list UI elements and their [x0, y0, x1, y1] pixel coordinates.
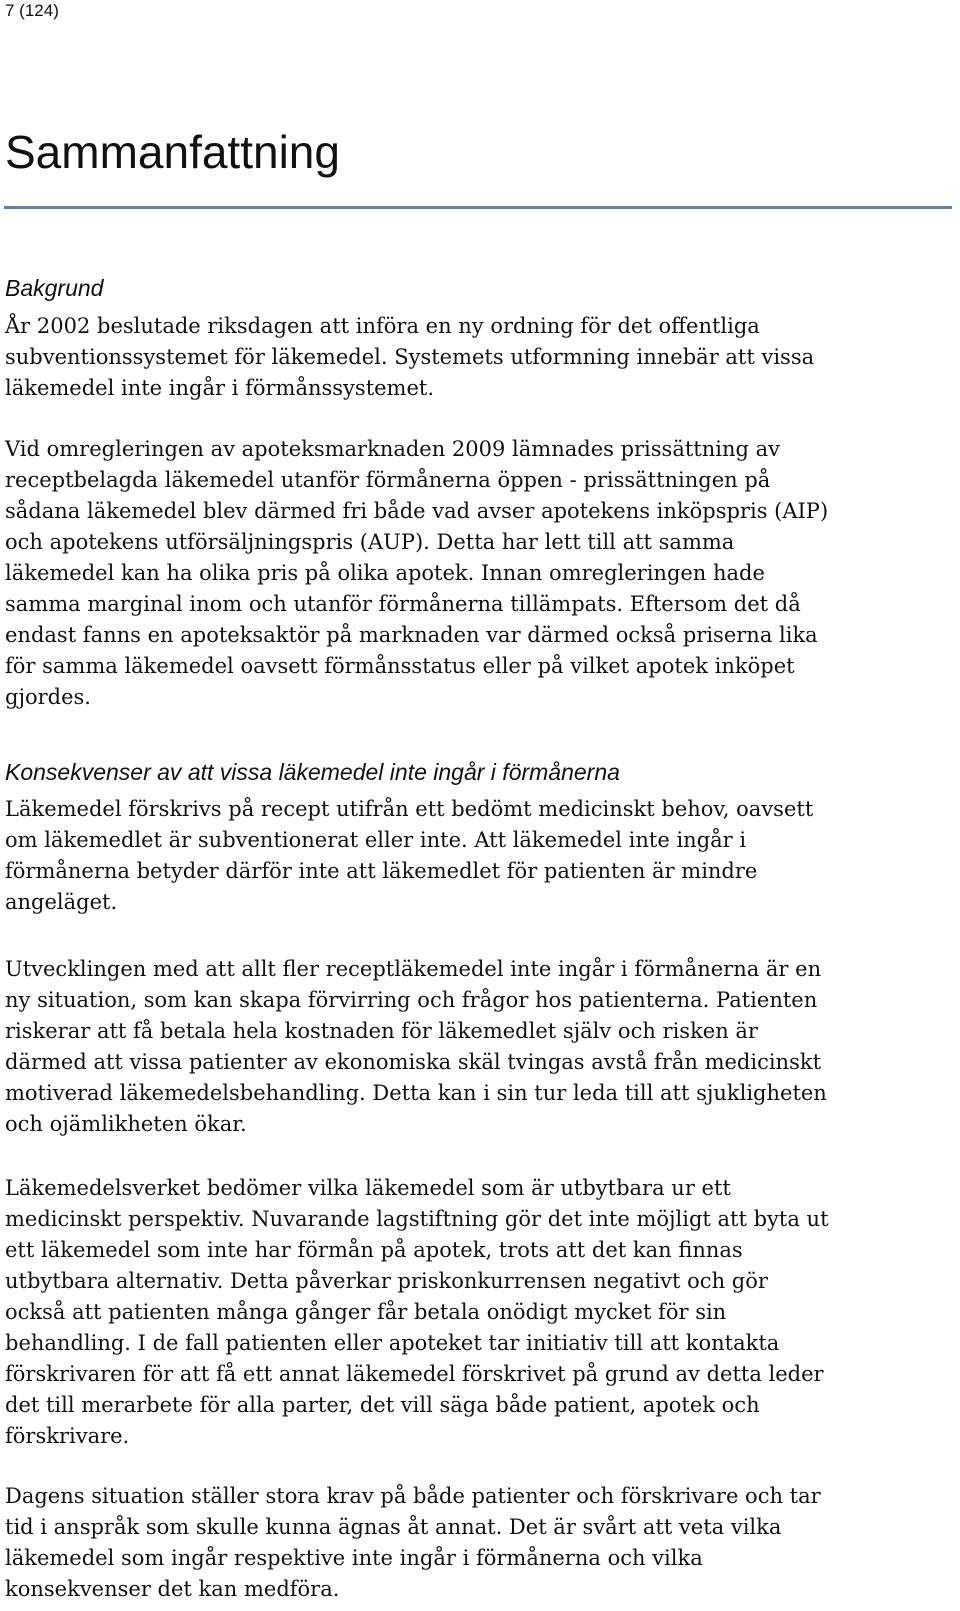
paragraph-line: Vid omregleringen av apoteksmarknaden 2009 lämnades prissättning av — [5, 437, 780, 461]
title-rule — [4, 206, 952, 209]
paragraph-line: Läkemedel förskrivs på recept utifrån ett bedömt medicinskt behov, oavsett — [5, 797, 814, 821]
paragraph-line: förmånerna betyder därför inte att läkemedlet för patienten är mindre — [5, 859, 758, 883]
paragraph-line: ny situation, som kan skapa förvirring och frågor hos patienterna. Patienten — [5, 988, 818, 1012]
paragraph-omregleringen — [5, 434, 955, 713]
section-heading-bakgrund: Bakgrund — [5, 275, 104, 301]
page-number: 7 (124) — [5, 1, 59, 20]
paragraph-line: läkemedel inte ingår i förmånssystemet. — [5, 376, 435, 400]
paragraph-line: subventionssystemet för läkemedel. Systemets utformning innebär att vissa — [5, 345, 815, 369]
paragraph-line: utbytbara alternativ. Detta påverkar priskonkurrensen negativt och gör — [5, 1269, 768, 1293]
paragraph-line: för samma läkemedel oavsett förmånsstatus eller på vilket apotek inköpet — [5, 654, 795, 678]
paragraph-line: ett läkemedel som inte har förmån på apotek, trots att det kan finnas — [5, 1238, 743, 1262]
paragraph-line: och ojämlikheten ökar. — [5, 1112, 247, 1136]
paragraph-line: riskerar att få betala hela kostnaden för läkemedlet själv och risken är — [5, 1019, 758, 1043]
paragraph-line: Dagens situation ställer stora krav på både patienter och förskrivare och tar — [5, 1484, 821, 1508]
paragraph-forskrivs — [5, 794, 955, 918]
paragraph-line: gjordes. — [5, 685, 91, 709]
paragraph-line: förskrivare. — [5, 1424, 130, 1448]
paragraph-line: det till merarbete för alla parter, det vill säga både patient, apotek och — [5, 1393, 760, 1417]
paragraph-line: Läkemedelsverket bedömer vilka läkemedel som är utbytbara ur ett — [5, 1176, 731, 1200]
paragraph-line: Utvecklingen med att allt fler receptläkemedel inte ingår i förmånerna är en — [5, 957, 822, 981]
paragraph-line: förskrivaren för att få ett annat läkemedel förskrivet på grund av detta leder — [5, 1362, 824, 1386]
paragraph-line: konsekvenser det kan medföra. — [5, 1577, 340, 1601]
paragraph-line: receptbelagda läkemedel utanför förmånerna öppen - prissättningen på — [5, 468, 771, 492]
paragraph-line: medicinskt perspektiv. Nuvarande lagstiftning gör det inte möjligt att byta ut — [5, 1207, 829, 1231]
paragraph-utvecklingen — [5, 954, 955, 1140]
paragraph-line: tid i anspråk som skulle kunna ägnas åt annat. Det är svårt att veta vilka — [5, 1515, 782, 1539]
paragraph-line: och apotekens utförsäljningspris (AUP). Detta har lett till att samma — [5, 530, 735, 554]
paragraph-lakemedelsverket — [5, 1173, 955, 1452]
section-heading-konsekvenser: Konsekvenser av att vissa läkemedel inte ingår i förmånerna — [5, 759, 620, 785]
paragraph-line: läkemedel kan ha olika pris på olika apotek. Innan omregleringen hade — [5, 561, 765, 585]
paragraph-dagens-situation — [5, 1481, 955, 1605]
paragraph-line: samma marginal inom och utanför förmånerna tillämpats. Eftersom det då — [5, 592, 801, 616]
paragraph-line: också att patienten många gånger får betala onödigt mycket för sin — [5, 1300, 727, 1324]
paragraph-riksdagen — [5, 311, 955, 404]
paragraph-line: läkemedel som ingår respektive inte ingår i förmånerna och vilka — [5, 1546, 703, 1570]
paragraph-line: om läkemedlet är subventionerat eller inte. Att läkemedel inte ingår i — [5, 828, 747, 852]
page-title: Sammanfattning — [5, 126, 340, 178]
paragraph-line: År 2002 beslutade riksdagen att införa en ny ordning för det offentliga — [5, 314, 760, 338]
paragraph-line: angeläget. — [5, 890, 118, 914]
paragraph-line: endast fanns en apoteksaktör på marknaden var därmed också priserna lika — [5, 623, 818, 647]
paragraph-line: motiverad läkemedelsbehandling. Detta kan i sin tur leda till att sjukligheten — [5, 1081, 827, 1105]
paragraph-line: sådana läkemedel blev därmed fri både vad avser apotekens inköpspris (AIP) — [5, 499, 829, 523]
paragraph-line: behandling. I de fall patienten eller apoteket tar initiativ till att kontakta — [5, 1331, 780, 1355]
paragraph-line: därmed att vissa patienter av ekonomiska skäl tvingas avstå från medicinskt — [5, 1050, 822, 1074]
